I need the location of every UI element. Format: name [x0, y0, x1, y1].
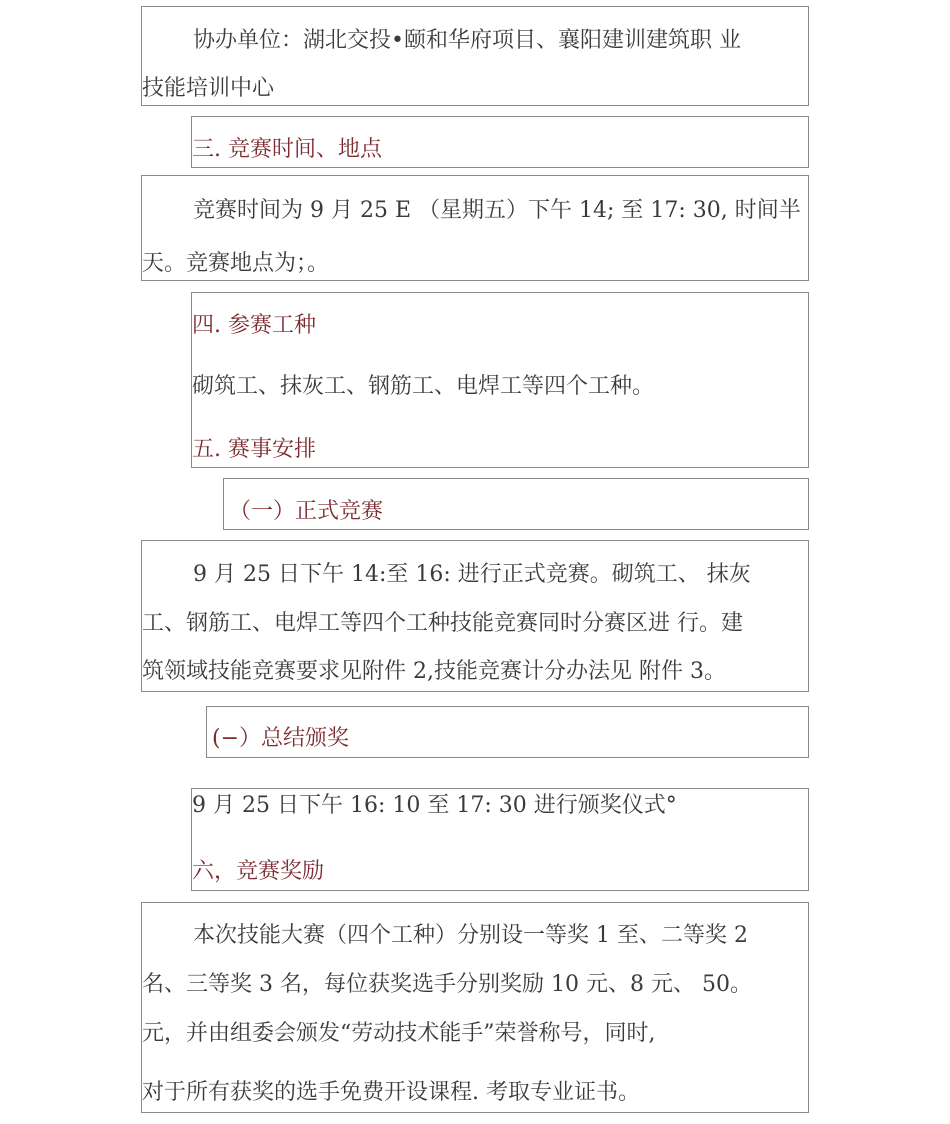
- time-place-line-2: 天。竞赛地点为；。: [142, 251, 330, 276]
- award-ceremony-heading-block: [206, 706, 809, 758]
- co-organizer-block: [141, 6, 809, 106]
- formal-competition-line-1: 9 月 25 日下午 14:至 16: 进行正式竞赛。砌筑工、 抹灰: [193, 562, 751, 587]
- formal-competition-heading-block: [223, 478, 809, 530]
- ceremony-time-text: 9 月 25 日下午 16: 10 至 17: 30 进行颁奖仪式°: [192, 793, 677, 818]
- formal-competition-heading: （一）正式竞赛: [229, 499, 384, 524]
- section-3-heading-block: [191, 116, 809, 168]
- co-organizer-line-2: 技能培训中心: [142, 76, 275, 101]
- awards-line-3: 元，并由组委会颁发“劳动技术能手”荣誉称号，同时,: [142, 1021, 656, 1046]
- awards-line-2: 名、三等奖 3 名，每位获奖选手分别奖励 10 元、8 元、 50。: [142, 972, 752, 997]
- awards-line-4: 对于所有获奖的选手免费开设课程. 考取专业证书。: [142, 1080, 640, 1105]
- section-3-heading: 三. 竞赛时间、地点: [192, 137, 382, 162]
- section-6-heading: 六，竞赛奖励: [192, 859, 325, 884]
- section-4-heading: 四. 参赛工种: [192, 313, 316, 338]
- formal-competition-block: [141, 540, 809, 692]
- section-5-heading: 五. 赛事安排: [192, 437, 316, 462]
- formal-competition-line-2: 工、钢筋工、电焊工等四个工种技能竞赛同时分赛区进 行。建: [142, 611, 743, 636]
- co-organizer-line-1: 协办单位：湖北交投•颐和华府项目、襄阳建训建筑职 业: [193, 28, 741, 53]
- section-4-block: [191, 292, 809, 468]
- time-place-block: [141, 175, 809, 281]
- formal-competition-line-3: 筑领域技能竞赛要求见附件 2,技能竞赛计分办法见 附件 3。: [142, 659, 726, 684]
- trade-list-text: 砌筑工、抹灰工、钢筋工、电焊工等四个工种。: [192, 374, 655, 399]
- award-ceremony-heading: (−）总结颁奖: [212, 726, 350, 751]
- ceremony-block: [191, 788, 809, 891]
- awards-line-1: 本次技能大赛（四个工种）分别设一等奖 1 至、二等奖 2: [193, 923, 748, 948]
- time-place-line-1: 竞赛时间为 9 月 25 E （星期五）下午 14; 至 17: 30, 时间半: [193, 198, 801, 223]
- awards-block: [141, 902, 809, 1113]
